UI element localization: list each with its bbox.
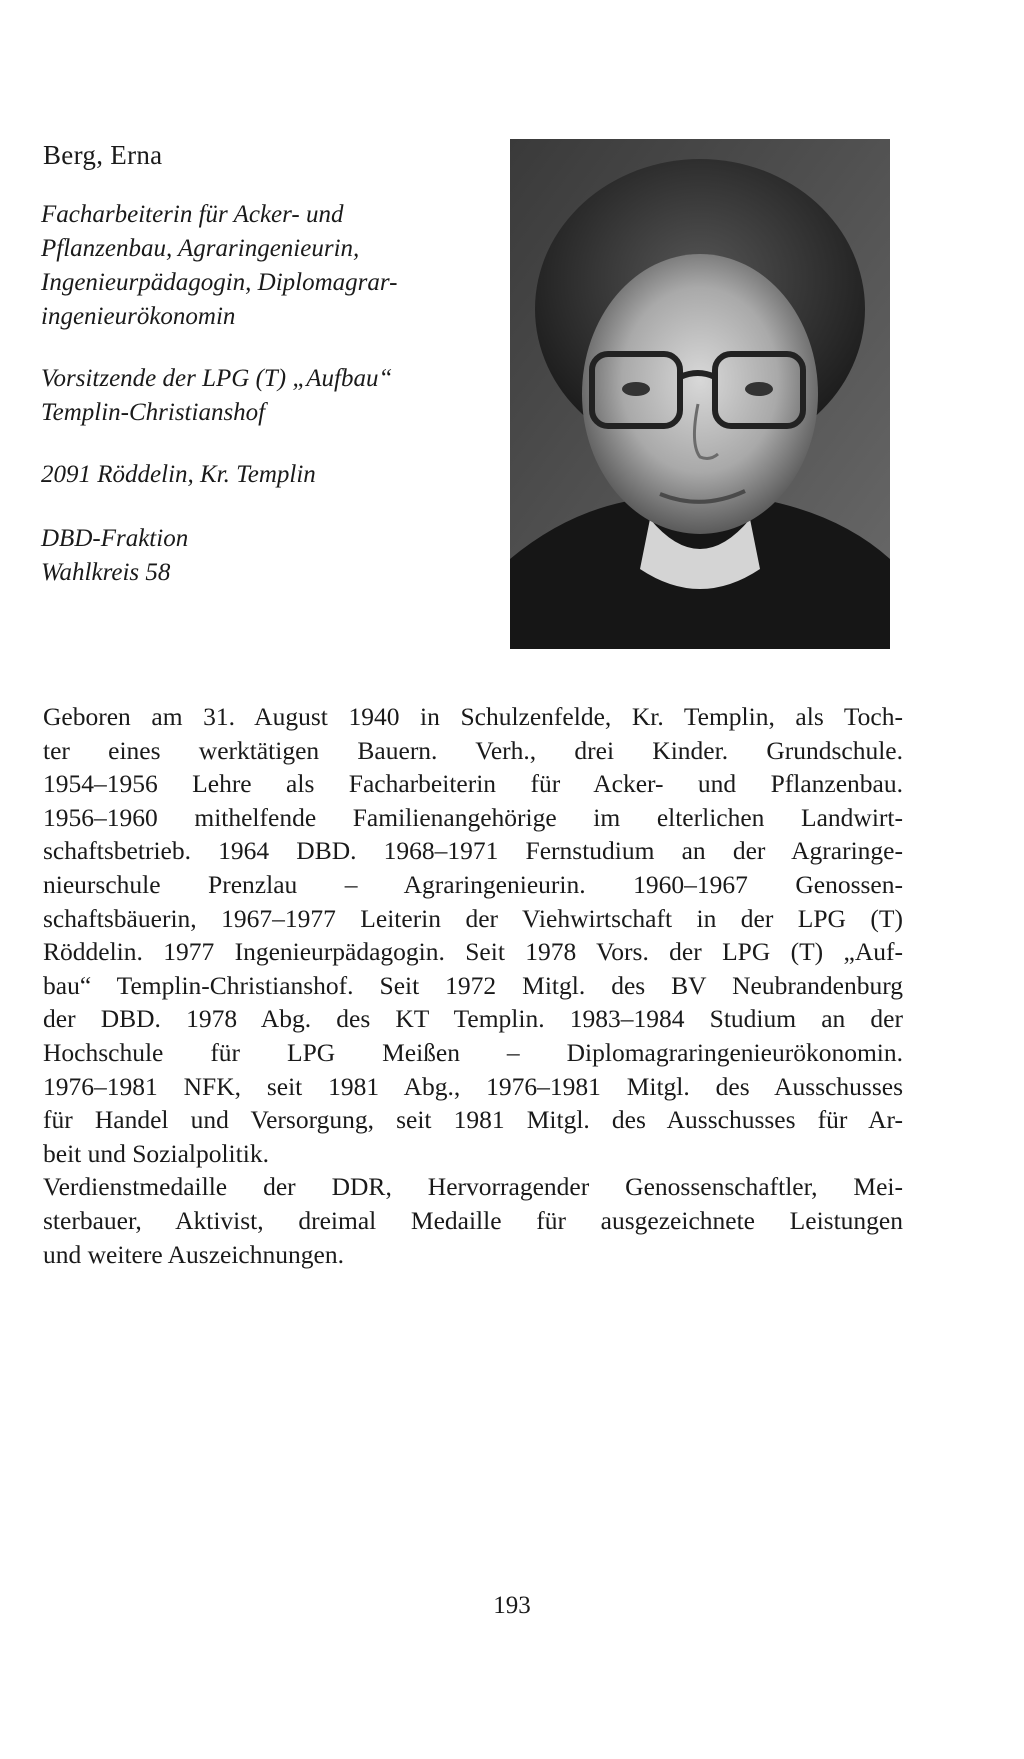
person-name: Berg, Erna <box>43 140 163 170</box>
awards-line: und weitere Auszeichnungen. <box>43 1239 344 1269</box>
biography-line: 1954–1956 Lehre als Facharbeiterin für Acker- und Pflanzenbau. <box>43 769 903 799</box>
awards-line: sterbauer, Aktivist, dreimal Medaille für ausgezeichnete Leistungen <box>43 1205 903 1235</box>
constituency-line: Wahlkreis 58 <box>41 559 171 586</box>
biography-line: Hochschule für LPG Meißen – Diplomagraringenieurökonomin. <box>43 1037 903 1067</box>
occupation-line: Facharbeiterin für Acker- und <box>41 201 344 228</box>
biography-line: beit und Sozialpolitik. <box>43 1138 269 1168</box>
faction-block <box>41 522 481 590</box>
biography-line: für Handel und Versorgung, seit 1981 Mitgl. des Ausschusses für Ar- <box>43 1105 903 1135</box>
biography-line: nieurschule Prenzlau – Agraringenieurin. 1960–1967 Genossen- <box>43 869 903 899</box>
biography-line: 1976–1981 NFK, seit 1981 Abg., 1976–1981 Mitgl. des Ausschusses <box>43 1071 903 1101</box>
occupation-line: Pflanzenbau, Agraringenieurin, <box>41 235 360 262</box>
biography-line: ter eines werktätigen Bauern. Verh., drei Kinder. Grundschule. <box>43 735 903 765</box>
biography-line: 1956–1960 mithelfende Familienangehörige im elterlichen Landwirt- <box>43 802 903 832</box>
biography-line: der DBD. 1978 Abg. des KT Templin. 1983–1984 Studium an der <box>43 1004 903 1034</box>
position-line: Vorsitzende der LPG (T) „Aufbau“ <box>41 365 393 392</box>
faction-line: DBD-Fraktion <box>41 525 189 552</box>
biography-text <box>43 700 903 1271</box>
awards-line: Verdienstmedaille der DDR, Hervorragender Genossenschaftler, Mei- <box>43 1172 903 1202</box>
biography-line: schaftsbäuerin, 1967–1977 Leiterin der Viehwirtschaft in der LPG (T) <box>43 903 903 933</box>
biography-line: schaftsbetrieb. 1964 DBD. 1968–1971 Fernstudium an der Agraringe- <box>43 836 903 866</box>
biography-line: Röddelin. 1977 Ingenieurpädagogin. Seit 1978 Vors. der LPG (T) „Auf- <box>43 937 903 967</box>
occupation-line: Ingenieurpädagogin, Diplomagrar- <box>41 269 398 296</box>
address-line: 2091 Röddelin, Kr. Templin <box>41 461 316 488</box>
biography-line: bau“ Templin-Christianshof. Seit 1972 Mitgl. des BV Neubrandenburg <box>43 970 903 1000</box>
portrait-photo <box>510 139 890 649</box>
page-number: 193 <box>493 1592 531 1619</box>
occupation-line: ingenieurökonomin <box>41 303 236 330</box>
biography-line: Geboren am 31. August 1940 in Schulzenfelde, Kr. Templin, als Toch- <box>43 702 903 731</box>
position-block <box>41 362 481 430</box>
address-block <box>41 458 481 492</box>
position-line: Templin-Christianshof <box>41 399 266 426</box>
occupation-block <box>41 198 481 334</box>
